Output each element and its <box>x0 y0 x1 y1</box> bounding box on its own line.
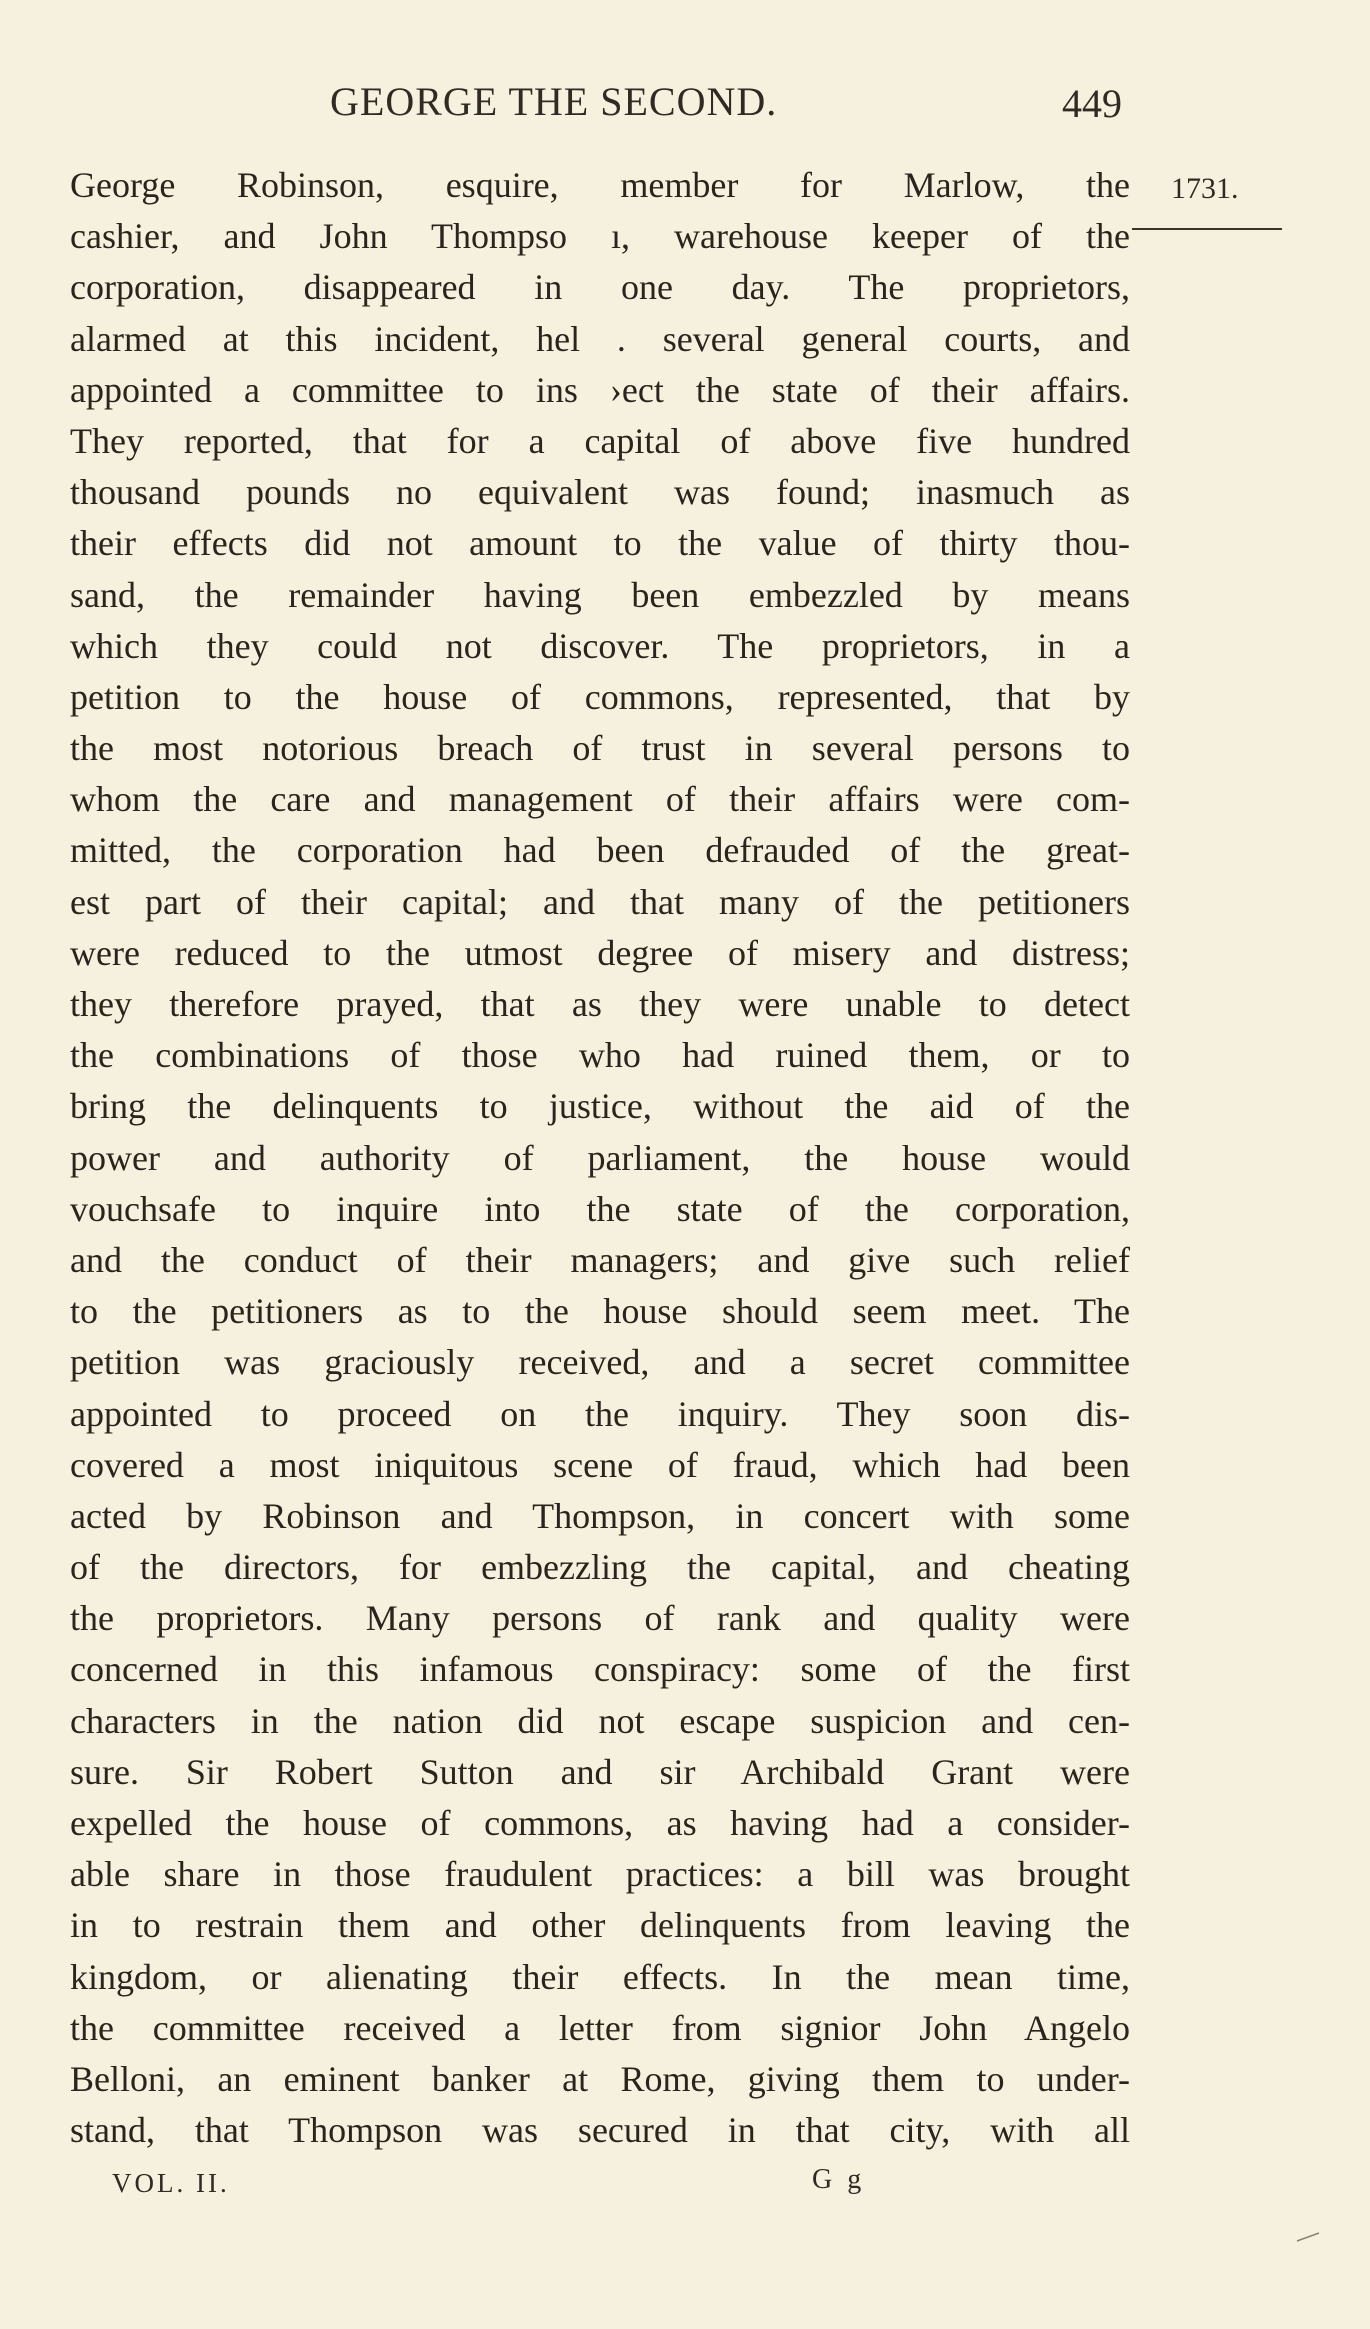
text-line: which they could not discover. The proprietors, in a <box>70 625 1130 666</box>
text-line: the proprietors. Many persons of rank and quality were <box>70 1598 1130 1639</box>
text-line: were reduced to the utmost degree of misery and distress; <box>70 932 1130 973</box>
text-line: acted by Robinson and Thompson, in concert with some <box>70 1495 1130 1536</box>
text-line: They reported, that for a capital of above five hundred <box>70 420 1130 461</box>
text-line: characters in the nation did not escape suspicion and cen- <box>70 1700 1130 1741</box>
text-line: petition to the house of commons, represented, that by <box>70 676 1130 717</box>
text-line: covered a most iniquitous scene of fraud, which had been <box>70 1444 1130 1485</box>
text-line: able share in those fraudulent practices: a bill was brought <box>70 1854 1130 1895</box>
text-line: corporation, disappeared in one day. The proprietors, <box>70 267 1130 308</box>
text-line: expelled the house of commons, as having had a consider- <box>70 1803 1130 1843</box>
running-title: GEORGE THE SECOND. <box>330 79 778 124</box>
text-line: their effects did not amount to the value of thirty thou- <box>70 523 1130 564</box>
text-line: alarmed at this incident, hel . several general courts, and <box>70 318 1130 359</box>
text-line: they therefore prayed, that as they were unable to detect <box>70 984 1130 1024</box>
text-line: of the directors, for embezzling the capital, and cheating <box>70 1547 1130 1588</box>
text-line: the most notorious breach of trust in several persons to <box>70 728 1130 769</box>
text-line: the combinations of those who had ruined them, or to <box>70 1035 1130 1076</box>
text-line: sand, the remainder having been embezzled by means <box>70 574 1130 615</box>
text-line: mitted, the corporation had been defrauded of the great- <box>70 830 1130 871</box>
text-line: est part of their capital; and that many of the petitioners <box>70 881 1130 922</box>
body-text <box>70 160 1130 2156</box>
text-line: stand, that Thompson was secured in that city, with all <box>70 2110 1130 2151</box>
text-line: bring the delinquents to justice, without the aid of the <box>70 1086 1130 1127</box>
margin-rule <box>1132 228 1282 230</box>
pencil-mark-icon <box>1296 2232 1320 2242</box>
text-line: in to restrain them and other delinquents from leaving the <box>70 1905 1130 1946</box>
margin-year-note: 1731. <box>1171 172 1239 205</box>
text-line: to the petitioners as to the house should seem meet. The <box>70 1291 1130 1332</box>
text-line: George Robinson, esquire, member for Marlow, the <box>70 165 1130 205</box>
text-line: appointed a committee to ins ›ect the state of their affairs. <box>70 369 1130 410</box>
volume-marker: VOL. II. <box>112 2168 230 2198</box>
text-line: whom the care and management of their affairs were com- <box>70 779 1130 820</box>
text-line: cashier, and John Thompso ı, warehouse keeper of the <box>70 216 1130 257</box>
text-line: the committee received a letter from signior John Angelo <box>70 2007 1130 2048</box>
text-line: vouchsafe to inquire into the state of the corporation, <box>70 1188 1130 1229</box>
text-line: and the conduct of their managers; and give such relief <box>70 1239 1130 1280</box>
text-line: concerned in this infamous conspiracy: some of the first <box>70 1649 1130 1690</box>
text-line: power and authority of parliament, the house would <box>70 1137 1130 1178</box>
text-line: petition was graciously received, and a secret committee <box>70 1342 1130 1383</box>
signature-mark: G g <box>812 2164 866 2195</box>
text-line: sure. Sir Robert Sutton and sir Archibald Grant were <box>70 1751 1130 1792</box>
text-line: appointed to proceed on the inquiry. They soon dis- <box>70 1393 1130 1434</box>
text-line: kingdom, or alienating their effects. In the mean time, <box>70 1956 1130 1997</box>
text-line: Belloni, an eminent banker at Rome, giving them to under- <box>70 2058 1130 2099</box>
page-number: 449 <box>1062 81 1122 126</box>
text-line: thousand pounds no equivalent was found; inasmuch as <box>70 472 1130 513</box>
